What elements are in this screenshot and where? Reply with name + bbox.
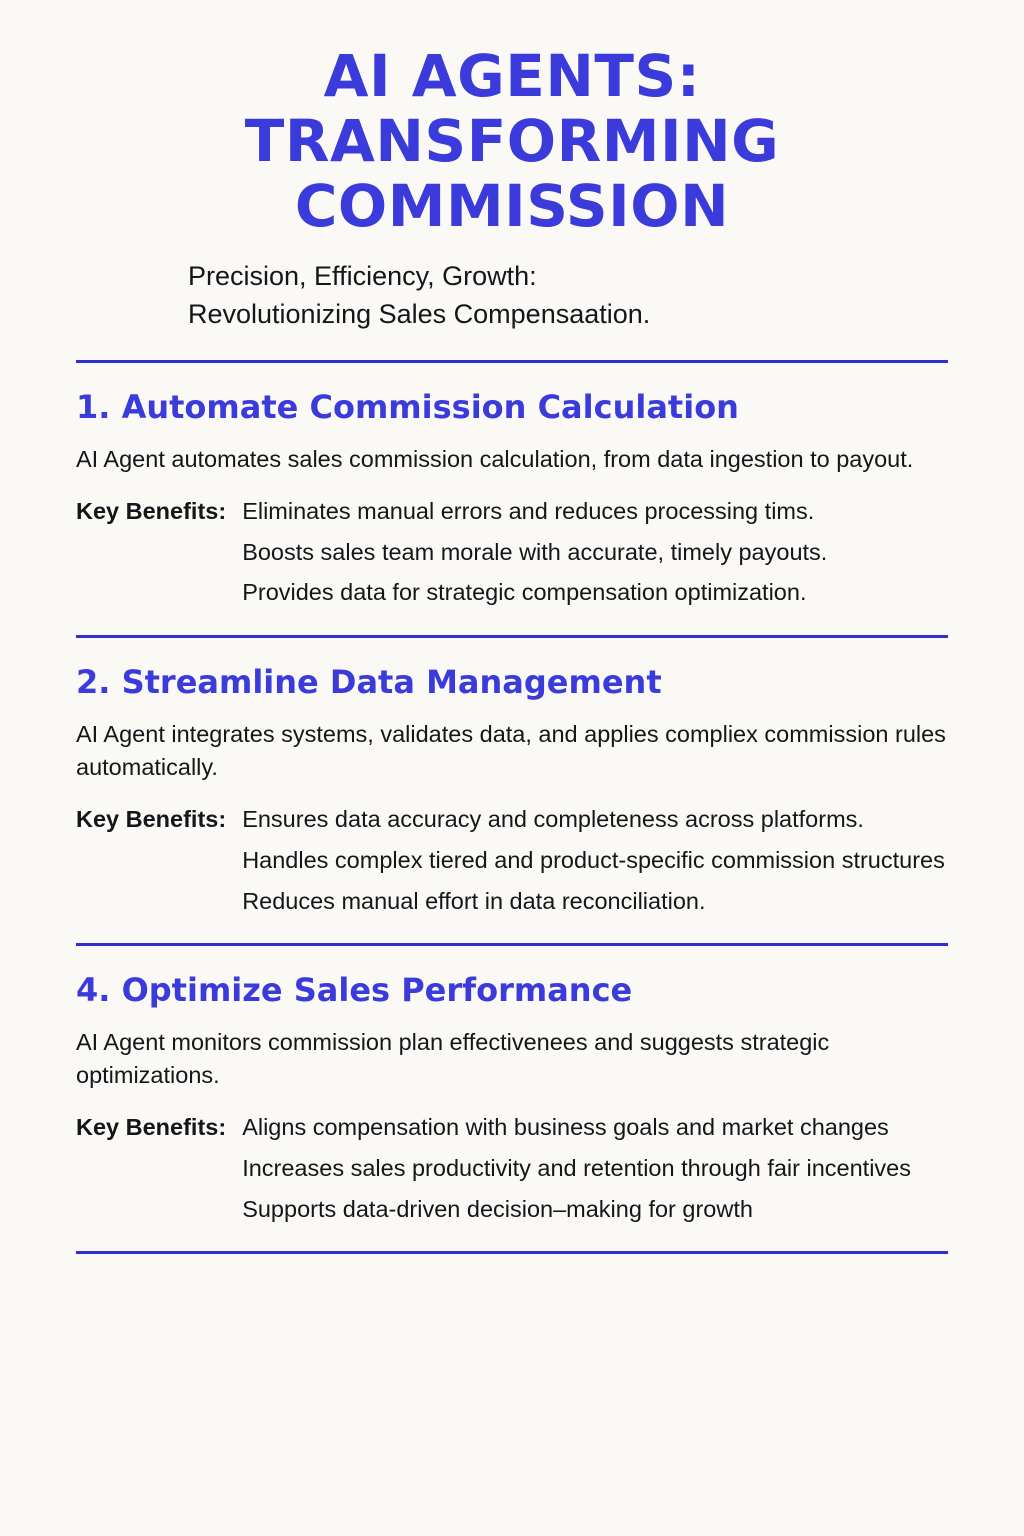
section-description: AI Agent automates sales commission calculation, from data ingestion to payout. bbox=[76, 445, 914, 472]
page-subtitle bbox=[162, 257, 862, 334]
section-optimize-sales-performance bbox=[76, 946, 948, 1225]
divider bbox=[76, 1251, 948, 1254]
section-heading: 1. Automate Commission Calculation bbox=[76, 387, 739, 426]
list-item: Eliminates manual errors and reduces processing tims. bbox=[242, 497, 815, 524]
list-item: Handles complex tiered and product-specific commission structures bbox=[242, 846, 945, 873]
key-benefits-list bbox=[242, 1111, 948, 1226]
list-item: Ensures data accuracy and completeness across platforms. bbox=[242, 805, 864, 832]
key-benefits-label: Key Benefits: bbox=[76, 805, 227, 832]
key-benefits-label: Key Benefits: bbox=[76, 497, 227, 524]
list-item: Increases sales productivity and retention through fair incentives bbox=[242, 1154, 911, 1181]
list-item: Reduces manual effort in data reconciliation. bbox=[242, 887, 706, 914]
section-streamline-data-management bbox=[76, 638, 948, 917]
key-benefits-block bbox=[76, 803, 948, 918]
section-description: AI Agent monitors commission plan effectivenees and suggests strategic optimizations. bbox=[76, 1029, 830, 1088]
list-item: Supports data-driven decision–making for growth bbox=[242, 1195, 753, 1222]
page-title: AI AGENTS: TRANSFORMING COMMISSION bbox=[244, 42, 780, 240]
subtitle-line-2: Revolutionizing Sales Compensaation. bbox=[188, 299, 651, 330]
key-benefits-list bbox=[242, 803, 948, 918]
section-automate-commission-calculation bbox=[76, 363, 948, 610]
list-item: Boosts sales team morale with accurate, timely payouts. bbox=[242, 538, 828, 565]
key-benefits-block bbox=[76, 495, 948, 610]
list-item: Aligns compensation with business goals and market changes bbox=[242, 1113, 889, 1140]
subtitle-line-1: Precision, Efficiency, Growth: bbox=[188, 260, 537, 291]
section-heading: 4. Optimize Sales Performance bbox=[76, 971, 633, 1010]
key-benefits-label: Key Benefits: bbox=[76, 1113, 227, 1140]
section-description: AI Agent integrates systems, validates data, and applies compliex commission rules automatically. bbox=[76, 721, 946, 780]
list-item: Provides data for strategic compensation optimization. bbox=[242, 579, 807, 606]
key-benefits-list bbox=[242, 495, 948, 610]
section-heading: 2. Streamline Data Management bbox=[76, 663, 662, 702]
key-benefits-block bbox=[76, 1111, 948, 1226]
